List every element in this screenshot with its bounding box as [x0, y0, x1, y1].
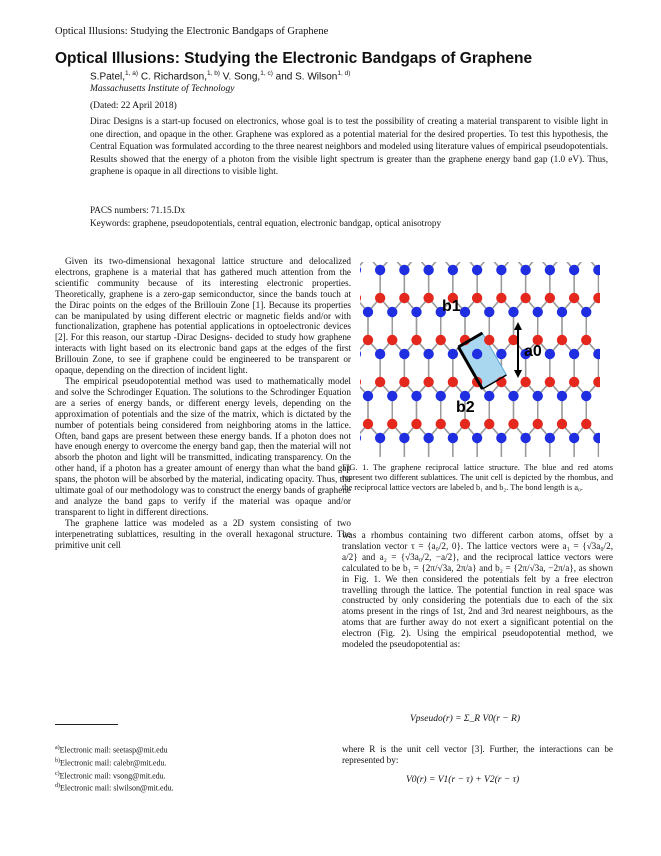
pacs-numbers: PACS numbers: 71.15.Dx: [90, 205, 186, 215]
red-atom: [472, 293, 482, 303]
red-atom: [496, 293, 506, 303]
author-name: S.Patel,: [90, 71, 126, 83]
abstract: Dirac Designs is a start-up focused on electronics, whose goal is to test the possibility of creating a material transparent to visible light in one direction, and opaque in the other. Graphene was explored as a potential material for the desired properties. To test this hypothesis, the Central Equation was formulated according to the three nearest neighbors and modeled using literature values of empirical pseudopotentials. Results showed that the energy of a photon from the visible light spectrum is greater than the graphene energy band gap (1.0 eV). Thus, graphene is opaque in all directions to visible light.: [90, 116, 608, 176]
blue-atom: [569, 265, 579, 275]
blue-atom: [520, 433, 530, 443]
blue-atom: [593, 349, 600, 359]
blue-atom: [411, 391, 421, 401]
lattice-bond: [360, 262, 368, 270]
footnote-mark: a): [55, 745, 60, 751]
red-atom: [399, 293, 409, 303]
blue-atom: [593, 265, 600, 275]
blue-atom: [363, 307, 373, 317]
keywords: Keywords: graphene, pseudopotentials, central equation, electronic bandgap, optical anisotropy: [90, 218, 442, 228]
blue-atom: [496, 433, 506, 443]
red-atom: [569, 293, 579, 303]
red-atom: [423, 377, 433, 387]
footnote-text: Electronic mail: calebr@mit.edu.: [60, 758, 167, 768]
footnote-text: Electronic mail: slwilson@mit.edu.: [60, 783, 174, 793]
blue-atom: [569, 433, 579, 443]
equation-pseudopotential: Vpseudo(r) = Σ_R V0(r − R): [410, 714, 521, 724]
author-name: V. Song,: [222, 71, 261, 83]
lattice-atoms: [360, 262, 600, 443]
red-atom: [533, 419, 543, 429]
graphene-lattice-figure: [360, 262, 600, 457]
red-atom: [387, 419, 397, 429]
blue-atom: [520, 265, 530, 275]
blue-atom: [448, 349, 458, 359]
blue-atom: [484, 391, 494, 401]
blue-atom: [423, 265, 433, 275]
blue-atom: [545, 433, 555, 443]
red-atom: [436, 335, 446, 345]
footnote-mark: c): [55, 770, 60, 777]
blue-atom: [387, 307, 397, 317]
author-name: and S. Wilson: [275, 71, 338, 83]
blue-atom: [557, 391, 567, 401]
red-atom: [423, 293, 433, 303]
blue-atom: [569, 349, 579, 359]
paper-title: Optical Illusions: Studying the Electronic Bandgaps of Graphene: [55, 50, 533, 67]
blue-atom: [448, 265, 458, 275]
blue-atom: [411, 307, 421, 317]
body-paragraph: was a rhombus containing two different carbon atoms, offset by a translation vector τ = {a₀/2, 0}. The lattice vectors were a₁ = {√3a₀/2, a/2} and a₂ = {√3a₀/2, −a/2}, and the reciprocal lattice vectors were calculated to be b₁ = {2π/√3a, 2π/a} and b₂ = {2π/√3a, −2π/a}, as shown in Fig. 1. We then considered the potentials felt by a free electron travelling through the lattice. The potential function in real space was constructed by only considering the potentials due to each of the six atoms present in the rings of 1st, 2nd and 3rd nearest neighbours, as the atoms that are further away do not exert a significant potential on the electron (Fig. 2). Using the empirical pseudopotential method, we modeled the pseudopotential as:: [342, 530, 613, 650]
footnote: [55, 769, 174, 782]
blue-atom: [593, 433, 600, 443]
blue-atom: [472, 265, 482, 275]
footnote-rule: [55, 724, 118, 725]
blue-atom: [387, 391, 397, 401]
running-header: Optical Illusions: Studying the Electronic Bandgaps of Graphene: [55, 26, 329, 37]
red-atom: [411, 335, 421, 345]
blue-atom: [360, 433, 361, 443]
footnote-mark: d): [55, 783, 60, 790]
red-atom: [581, 419, 591, 429]
arrow-head-down: [514, 370, 522, 378]
blue-atom: [472, 433, 482, 443]
body-paragraph: The graphene lattice was modeled as a 2D system consisting of two interpenetrating sublattices, resulting in the overall hexagonal structure. The primitive unit cell: [55, 517, 351, 550]
red-atom: [375, 293, 385, 303]
footnotes: [55, 743, 174, 794]
author-affil: 1, c): [260, 70, 273, 77]
red-atom: [508, 419, 518, 429]
arrow-head-up: [514, 322, 522, 330]
blue-atom: [484, 307, 494, 317]
blue-atom: [375, 433, 385, 443]
blue-atom: [557, 307, 567, 317]
footnote-text: Electronic mail: vsong@mit.edu.: [59, 771, 166, 781]
blue-atom: [363, 391, 373, 401]
blue-atom: [399, 349, 409, 359]
red-atom: [593, 293, 600, 303]
red-atom: [581, 335, 591, 345]
label-b2: b2: [456, 399, 475, 416]
blue-atom: [448, 433, 458, 443]
blue-atom: [472, 349, 482, 359]
red-atom: [545, 377, 555, 387]
blue-atom: [508, 307, 518, 317]
blue-atom: [360, 349, 361, 359]
left-column: [55, 256, 351, 550]
footnote: [55, 756, 174, 769]
body-paragraph: Given its two-dimensional hexagonal lattice structure and delocalized electrons, graphene is a material that has gathered much attention from the scientific community because of its interesting electronic properties. Theoretically, graphene is a zero-gap semiconductor, since the bands touch at the Dirac points on the edges of the Brillouin Zone [1]. Because its properties can be manipulated by using different electric or magnetic fields and/or with functionalization, graphene has potential applications in optoelectronic devices [2]. For this reason, our startup -Dirac Designs- decided to study how graphene interacts with light based on its electronic band gaps at the edges of the first Brillouin Zone, to see if graphene could be engineered to be transparent or opaque, depending on the direction of incident light.: [55, 256, 351, 376]
right-column-continued: [342, 744, 613, 766]
footnote: [55, 743, 174, 756]
right-column: [342, 530, 613, 650]
blue-atom: [375, 349, 385, 359]
body-paragraph: The empirical pseudopotential method was used to mathematically model and solve the Schrodinger Equation. The solutions to the Schrodinger Equation are a series of energy bands, or different energy levels, depending on the approximation of potentials and the size of the matrix, which is dictated by the number of potentials being considered from neighboring atoms in the lattice. Often, band gaps are present between these energy bands. If a photon does not have enough energy to overcome the energy band gap, then the material will not absorb the photon and light will be transmitted, indicating transparency. On the other hand, if a photon has a greater amount of energy than what the band gap spans, the photon will be absorbed by the material, indicating opacity. Thus, the ultimate goal of our methodology was to construct the energy bands of graphene and analyze the band gaps to verify if the material was opaque and/or transparent to light in different directions.: [55, 375, 351, 517]
blue-atom: [533, 391, 543, 401]
blue-atom: [375, 265, 385, 275]
blue-atom: [581, 307, 591, 317]
label-a0: a0: [524, 343, 542, 360]
blue-atom: [360, 265, 361, 275]
label-b1: b1: [442, 298, 461, 315]
red-atom: [411, 419, 421, 429]
red-atom: [363, 419, 373, 429]
red-atom: [484, 419, 494, 429]
red-atom: [448, 377, 458, 387]
footnote-text: Electronic mail: seetasp@mit.edu: [59, 745, 168, 755]
author-name: C. Richardson,: [140, 71, 207, 83]
red-atom: [460, 419, 470, 429]
red-atom: [593, 377, 600, 387]
blue-atom: [533, 307, 543, 317]
red-atom: [399, 377, 409, 387]
blue-atom: [423, 349, 433, 359]
red-atom: [484, 335, 494, 345]
red-atom: [387, 335, 397, 345]
red-atom: [363, 335, 373, 345]
red-atom: [569, 377, 579, 387]
blue-atom: [508, 391, 518, 401]
author-affil: 1, b): [206, 70, 220, 77]
author-list: [90, 70, 350, 82]
red-atom: [360, 377, 361, 387]
red-atom: [557, 419, 567, 429]
red-atom: [557, 335, 567, 345]
body-paragraph: where R is the unit cell vector [3]. Further, the interactions can be represented by:: [342, 744, 613, 765]
author-affil: 1, a): [125, 70, 139, 77]
blue-atom: [423, 433, 433, 443]
blue-atom: [545, 349, 555, 359]
red-atom: [360, 293, 361, 303]
blue-atom: [399, 433, 409, 443]
equation-interaction: V0(r) = V1(r − τ) + V2(r − τ): [406, 775, 520, 785]
red-atom: [520, 377, 530, 387]
blue-atom: [399, 265, 409, 275]
institution: Massachusetts Institute of Technology: [90, 84, 235, 94]
red-atom: [375, 377, 385, 387]
blue-atom: [496, 349, 506, 359]
red-atom: [436, 419, 446, 429]
figure-caption: FIG. 1. The graphene reciprocal lattice structure. The blue and red atoms represent two different sublattices. The unit cell is depicted by the rhombus, and the reciprocal lattice vectors are labeled b₁ and b₂. The bond length is a₀.: [342, 463, 613, 493]
dated-line: (Dated: 22 April 2018): [90, 101, 177, 111]
blue-atom: [581, 391, 591, 401]
blue-atom: [460, 307, 470, 317]
red-atom: [520, 293, 530, 303]
red-atom: [545, 293, 555, 303]
blue-atom: [545, 265, 555, 275]
author-affil: 1, d): [337, 70, 351, 77]
blue-atom: [436, 391, 446, 401]
footnote: [55, 781, 174, 794]
footnote-mark: b): [55, 757, 60, 764]
blue-atom: [496, 265, 506, 275]
